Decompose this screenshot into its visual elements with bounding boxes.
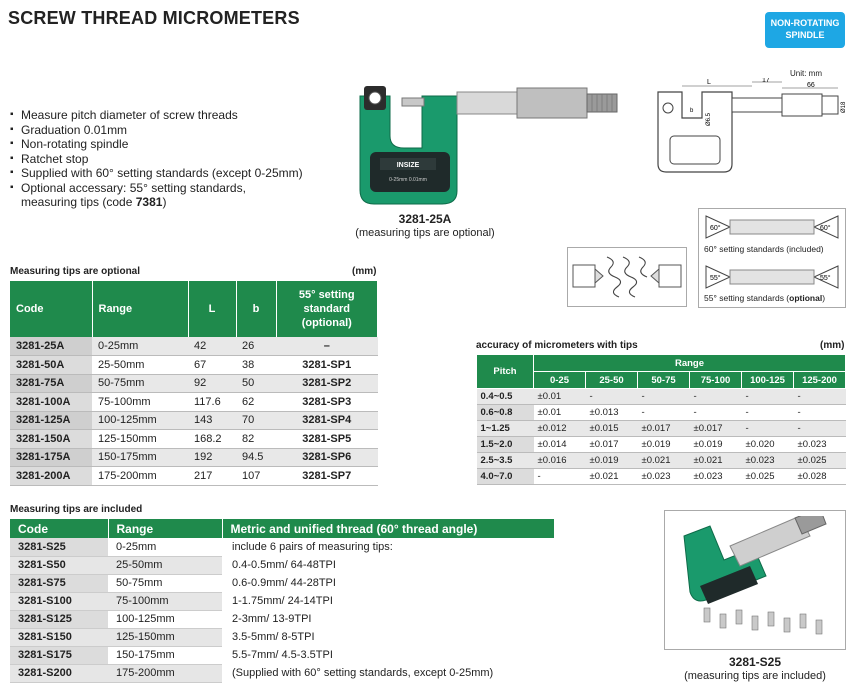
col-code: Code bbox=[10, 519, 108, 538]
table-cell: 3281-S175 bbox=[10, 646, 108, 664]
table-cell: ±0.028 bbox=[794, 469, 846, 485]
table-cell: 3281-75A bbox=[10, 374, 92, 393]
micrometer-illustration bbox=[352, 86, 637, 208]
table-row bbox=[10, 467, 378, 486]
table-cell: ±0.013 bbox=[586, 405, 638, 421]
table-cell: 3281-50A bbox=[10, 356, 92, 375]
table-cell: 168.2 bbox=[188, 430, 236, 449]
table-cell: 3281-S100 bbox=[10, 592, 108, 610]
col-code: Code bbox=[10, 281, 92, 337]
table-cell: ±0.021 bbox=[638, 453, 690, 469]
feature-text: ) bbox=[162, 195, 167, 209]
table-cell: 3281-SP1 bbox=[276, 356, 378, 375]
table-row bbox=[10, 430, 378, 449]
feature-text: measuring tips (code bbox=[21, 195, 136, 209]
table-cell: ±0.021 bbox=[690, 453, 742, 469]
table-cell: 3281-SP5 bbox=[276, 430, 378, 449]
thread-description: 5.5-7mm/ 4.5-3.5TPI bbox=[222, 646, 555, 664]
table-cell: ±0.01 bbox=[534, 389, 586, 405]
table-row bbox=[477, 405, 846, 421]
table-cell: ±0.015 bbox=[586, 421, 638, 437]
range-header: 25-50 bbox=[586, 372, 638, 389]
feature-item: ▪ Graduation 0.01mm bbox=[10, 123, 303, 138]
table-cell: 3281-S125 bbox=[10, 610, 108, 628]
non-rotating-badge bbox=[765, 12, 845, 48]
table-cell: - bbox=[638, 405, 690, 421]
table-row bbox=[10, 356, 378, 375]
technical-drawing bbox=[652, 78, 852, 178]
table-cell: 38 bbox=[236, 356, 276, 375]
table-cell: 3281-SP6 bbox=[276, 448, 378, 467]
standard-55-optional: optional bbox=[789, 293, 823, 303]
thread-description: 0.4-0.5mm/ 64-48TPI bbox=[222, 556, 555, 574]
table-cell: 107 bbox=[236, 467, 276, 486]
table-cell: ±0.025 bbox=[794, 453, 846, 469]
table-cell: ±0.020 bbox=[742, 437, 794, 453]
table-cell: 3281-175A bbox=[10, 448, 92, 467]
table-cell: 217 bbox=[188, 467, 236, 486]
table3-label: Measuring tips are included bbox=[10, 504, 143, 515]
range-header: 0-25 bbox=[534, 372, 586, 389]
product1-code: 3281-25A bbox=[398, 212, 452, 226]
table-cell: 150-175mm bbox=[108, 646, 222, 664]
angle-55-right: 55° bbox=[820, 275, 831, 282]
micrometer-with-tips-illustration bbox=[670, 516, 840, 646]
table-row bbox=[10, 448, 378, 467]
table-row bbox=[10, 556, 555, 574]
thread-description: 2-3mm/ 13-9TPI bbox=[222, 610, 555, 628]
table-cell: ±0.023 bbox=[690, 469, 742, 485]
table-cell: 125-150mm bbox=[108, 628, 222, 646]
table-row bbox=[10, 411, 378, 430]
table-cell: 0.4~0.5 bbox=[477, 389, 534, 405]
table-cell: ±0.023 bbox=[742, 453, 794, 469]
table-cell: 50-75mm bbox=[108, 574, 222, 592]
table-cell: 3281-200A bbox=[10, 467, 92, 486]
standard-55-text: 55° setting standards ( bbox=[704, 293, 790, 303]
product1-note: (measuring tips are optional) bbox=[355, 227, 495, 239]
table-cell: ±0.017 bbox=[638, 421, 690, 437]
table-cell: ±0.016 bbox=[534, 453, 586, 469]
table-row bbox=[10, 538, 555, 556]
angle-60-left: 60° bbox=[710, 225, 721, 232]
table-row bbox=[10, 610, 555, 628]
unit-label: Unit: mm bbox=[790, 69, 822, 78]
table-cell: 94.5 bbox=[236, 448, 276, 467]
feature-item: ▪ Optional accessary: 55° setting standards, bbox=[10, 181, 303, 196]
accuracy-table bbox=[476, 354, 846, 485]
table-cell: 3281-SP2 bbox=[276, 374, 378, 393]
dim-dia6: Ø6.5 bbox=[706, 112, 712, 126]
feature-item: ▪ Non-rotating spindle bbox=[10, 137, 303, 152]
col-pitch: Pitch bbox=[477, 355, 534, 389]
table-cell: - bbox=[638, 389, 690, 405]
table-row bbox=[477, 453, 846, 469]
table-cell: 82 bbox=[236, 430, 276, 449]
table-cell: 2.5~3.5 bbox=[477, 453, 534, 469]
thread-description: 3.5-5mm/ 8-5TPI bbox=[222, 628, 555, 646]
table-cell: 50-75mm bbox=[92, 374, 188, 393]
table-row bbox=[10, 574, 555, 592]
col-l: L bbox=[188, 281, 236, 337]
table-cell: 0.6~0.8 bbox=[477, 405, 534, 421]
table-cell: ±0.017 bbox=[690, 421, 742, 437]
brand-logo: INSIZE bbox=[396, 162, 420, 169]
table-cell: ±0.01 bbox=[534, 405, 586, 421]
table-cell: 42 bbox=[188, 337, 236, 356]
table-row bbox=[10, 374, 378, 393]
table-cell: - bbox=[690, 389, 742, 405]
table-cell: 117.6 bbox=[188, 393, 236, 412]
dim-dia18: Ø18 bbox=[841, 101, 847, 113]
table-cell: ±0.021 bbox=[586, 469, 638, 485]
table-cell: 175-200mm bbox=[92, 467, 188, 486]
table-cell: - bbox=[742, 389, 794, 405]
table-cell: 100-125mm bbox=[108, 610, 222, 628]
table-cell: 70 bbox=[236, 411, 276, 430]
table-cell: 26 bbox=[236, 337, 276, 356]
table-row bbox=[477, 469, 846, 485]
table-cell: 3281-SP3 bbox=[276, 393, 378, 412]
table-cell: 3281-125A bbox=[10, 411, 92, 430]
feature-list bbox=[10, 108, 303, 210]
feature-item-continuation bbox=[10, 195, 303, 210]
table-cell: ±0.019 bbox=[586, 453, 638, 469]
table-cell: 62 bbox=[236, 393, 276, 412]
optional-tips-table bbox=[10, 281, 378, 486]
table-cell: – bbox=[276, 337, 378, 356]
table2-unit: (mm) bbox=[820, 340, 845, 351]
table-cell: 100-125mm bbox=[92, 411, 188, 430]
feature-item: ▪ Supplied with 60° setting standards (except 0-25mm) bbox=[10, 166, 303, 181]
range-header: 75-100 bbox=[690, 372, 742, 389]
dim-66: 66 bbox=[807, 82, 815, 89]
col-thread: Metric and unified thread (60° thread angle) bbox=[222, 519, 555, 538]
table-cell: 3281-SP7 bbox=[276, 467, 378, 486]
product2-note: (measuring tips are included) bbox=[684, 670, 826, 682]
table-cell: 0-25mm bbox=[92, 337, 188, 356]
table-cell: - bbox=[534, 469, 586, 485]
page-title: SCREW THREAD MICROMETERS bbox=[8, 8, 300, 28]
table-cell: - bbox=[794, 421, 846, 437]
table-row bbox=[10, 628, 555, 646]
table-cell: ±0.012 bbox=[534, 421, 586, 437]
col-range: Range bbox=[108, 519, 222, 538]
thread-description: 0.6-0.9mm/ 44-28TPI bbox=[222, 574, 555, 592]
table-cell: - bbox=[794, 405, 846, 421]
table-cell: 1~1.25 bbox=[477, 421, 534, 437]
table-row bbox=[10, 393, 378, 412]
table-cell: 3281-100A bbox=[10, 393, 92, 412]
table-cell: 192 bbox=[188, 448, 236, 467]
col-standard: 55° setting standard (optional) bbox=[276, 281, 378, 337]
thread-description: 1-1.75mm/ 24-14TPI bbox=[222, 592, 555, 610]
table-row bbox=[10, 646, 555, 664]
table-cell: ±0.023 bbox=[794, 437, 846, 453]
table-cell: - bbox=[742, 421, 794, 437]
badge-line-2: SPINDLE bbox=[785, 30, 825, 40]
table-row bbox=[10, 337, 378, 356]
table-cell: 1.5~2.0 bbox=[477, 437, 534, 453]
table1-unit: (mm) bbox=[352, 266, 377, 277]
range-header: 50-75 bbox=[638, 372, 690, 389]
table-cell: 3281-150A bbox=[10, 430, 92, 449]
table-row bbox=[477, 421, 846, 437]
table-cell: 143 bbox=[188, 411, 236, 430]
product2-caption bbox=[664, 655, 846, 683]
angle-55-left: 55° bbox=[710, 275, 721, 282]
table-cell: 3281-S50 bbox=[10, 556, 108, 574]
standard-60-label: 60° setting standards (included) bbox=[704, 244, 824, 254]
dim-b: b bbox=[690, 108, 694, 114]
thread-tip-illustration bbox=[567, 247, 687, 307]
table-cell: 3281-S25 bbox=[10, 538, 108, 556]
table-cell: ±0.017 bbox=[586, 437, 638, 453]
table-cell: 4.0~7.0 bbox=[477, 469, 534, 485]
table-cell: 50 bbox=[236, 374, 276, 393]
badge-line-1: NON-ROTATING bbox=[770, 18, 840, 28]
thread-description: (Supplied with 60° setting standards, except 0-25mm) bbox=[222, 664, 555, 682]
table-row bbox=[10, 592, 555, 610]
table-cell: ±0.023 bbox=[638, 469, 690, 485]
product2-code: 3281-S25 bbox=[728, 655, 782, 669]
table-row bbox=[477, 437, 846, 453]
table-cell: 25-50mm bbox=[108, 556, 222, 574]
table-cell: 125-150mm bbox=[92, 430, 188, 449]
table-cell: 3281-SP4 bbox=[276, 411, 378, 430]
table-cell: - bbox=[742, 405, 794, 421]
product1-caption bbox=[330, 212, 520, 240]
table-cell: - bbox=[690, 405, 742, 421]
table-cell: 75-100mm bbox=[92, 393, 188, 412]
angle-60-right: 60° bbox=[820, 225, 831, 232]
col-range: Range bbox=[92, 281, 188, 337]
table-cell: 67 bbox=[188, 356, 236, 375]
setting-standard-55-icon bbox=[702, 262, 842, 292]
included-tips-table bbox=[10, 519, 555, 683]
table2-label: accuracy of micrometers with tips bbox=[476, 340, 638, 351]
table-row bbox=[10, 664, 555, 682]
table-cell: 3281-S75 bbox=[10, 574, 108, 592]
thread-description: include 6 pairs of measuring tips: bbox=[222, 538, 555, 556]
table-cell: - bbox=[586, 389, 638, 405]
table-cell: ±0.019 bbox=[638, 437, 690, 453]
col-range-group: Range bbox=[534, 355, 846, 372]
standard-55-text: ) bbox=[822, 293, 826, 303]
table-cell: 150-175mm bbox=[92, 448, 188, 467]
table-cell: 0-25mm bbox=[108, 538, 222, 556]
feature-item: ▪ Ratchet stop bbox=[10, 152, 303, 167]
table1-label: Measuring tips are optional bbox=[10, 266, 141, 277]
table-cell: 3281-S150 bbox=[10, 628, 108, 646]
table-row bbox=[477, 389, 846, 405]
feature-item: ▪ Measure pitch diameter of screw threads bbox=[10, 108, 303, 123]
range-header: 100-125 bbox=[742, 372, 794, 389]
table-cell: - bbox=[794, 389, 846, 405]
table-cell: ±0.014 bbox=[534, 437, 586, 453]
table-cell: ±0.019 bbox=[690, 437, 742, 453]
dim-l: L bbox=[707, 79, 711, 86]
col-b: b bbox=[236, 281, 276, 337]
dim-17: 17 bbox=[762, 78, 770, 84]
table-cell: 75-100mm bbox=[108, 592, 222, 610]
standard-55-label bbox=[704, 293, 825, 303]
table-cell: 25-50mm bbox=[92, 356, 188, 375]
table-cell: 3281-25A bbox=[10, 337, 92, 356]
table-cell: 92 bbox=[188, 374, 236, 393]
table-cell: 175-200mm bbox=[108, 664, 222, 682]
range-header: 125-200 bbox=[794, 372, 846, 389]
setting-standard-60-icon bbox=[702, 212, 842, 242]
accessory-code: 7381 bbox=[135, 195, 163, 209]
scale-label: 0-25mm 0.01mm bbox=[389, 177, 427, 183]
table-cell: ±0.025 bbox=[742, 469, 794, 485]
table-cell: 3281-S200 bbox=[10, 664, 108, 682]
